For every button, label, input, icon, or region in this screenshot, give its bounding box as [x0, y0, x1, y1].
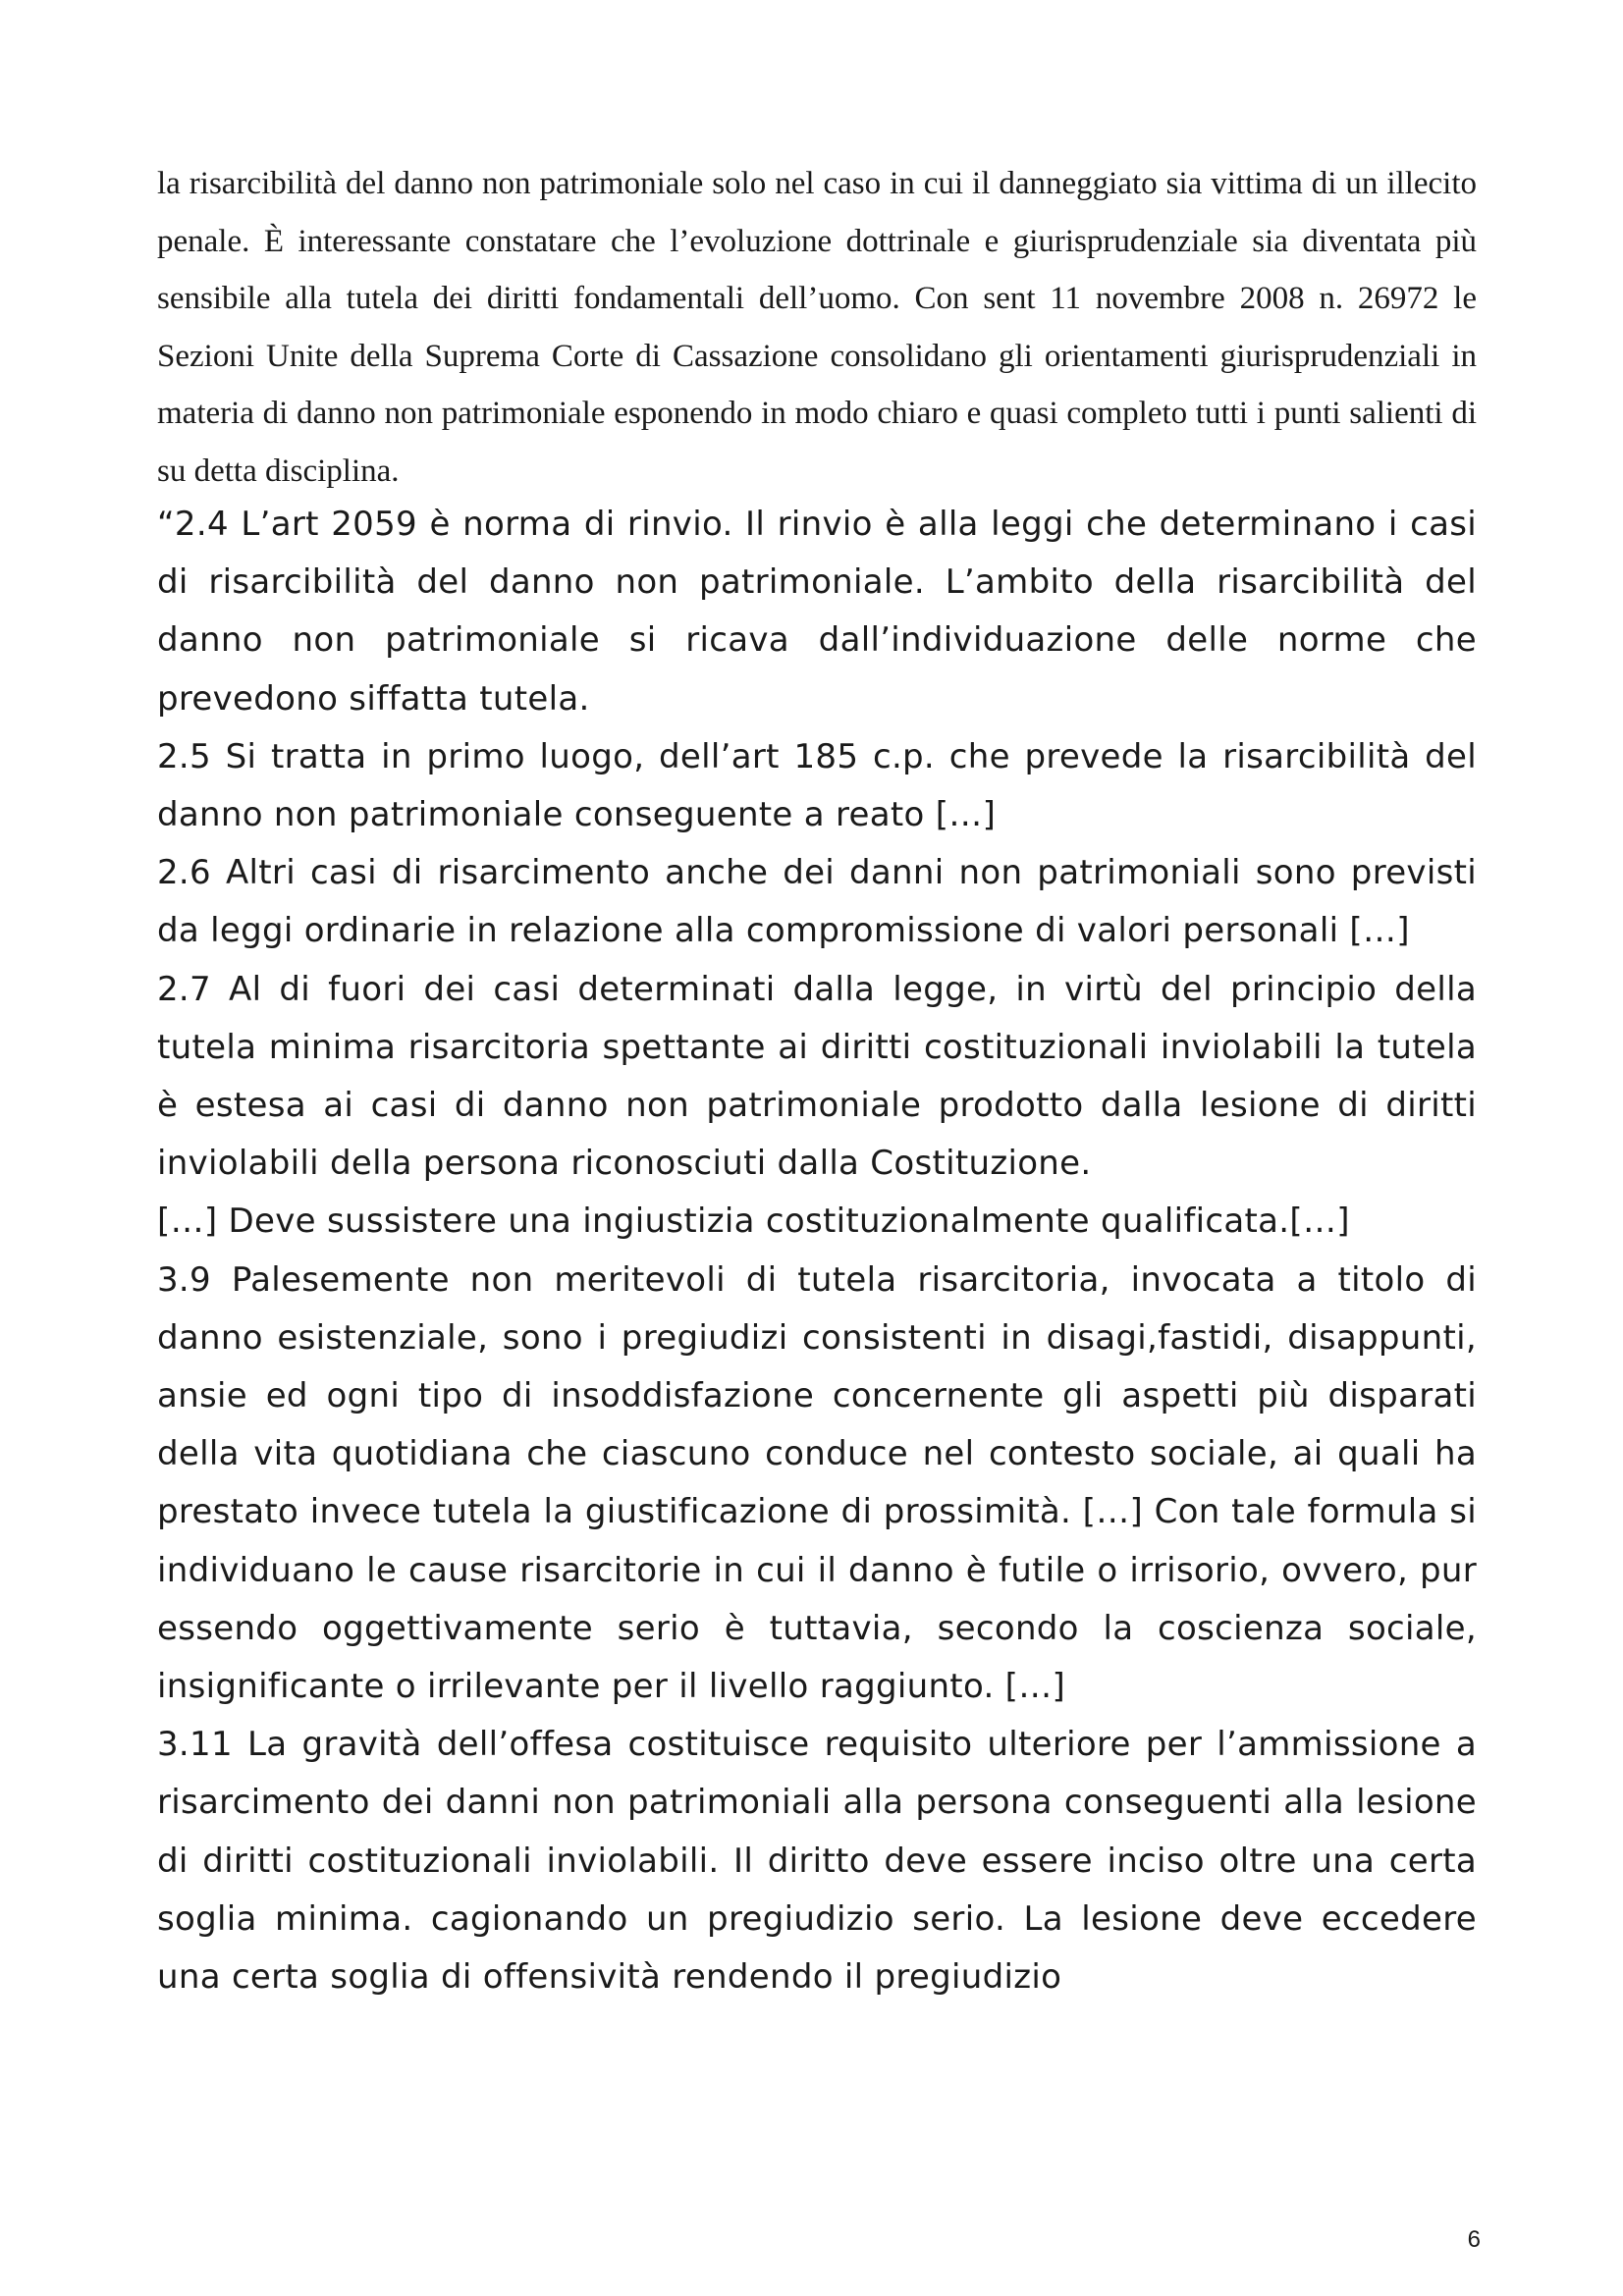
page-number: 6: [1467, 2226, 1481, 2253]
paragraph-3-9: 3.9 Palesemente non meritevoli di tutela risarcitoria, invocata a titolo di danno esistenziale, sono i pregiudizi consistenti in disagi,fastidi, disappunti, ansie ed ogni tipo di insoddisfazione concernente gli aspetti più disparati della vita quotidiana che ciascuno conduce nel contesto sociale, ai quali ha prestato invece tutela la giustificazione di prossimità. […] Con tale formula si individuano le cause risarcitorie in cui il danno è futile o irrisorio, ovvero, pur essendo oggettivamente serio è tuttavia, secondo la coscienza sociale, insignificante o irrilevante per il livello raggiunto. […]: [157, 1259, 1477, 1707]
paragraph-2-5: 2.5 Si tratta in primo luogo, dell’art 185 c.p. che prevede la risarcibilità del danno non patrimoniale conseguente a reato […]: [157, 736, 1477, 835]
paragraph-2-6: 2.6 Altri casi di risarcimento anche dei danni non patrimoniali sono previsti da leggi ordinarie in relazione alla compromissione di valori personali […]: [157, 853, 1477, 951]
quoted-judgment-excerpt: [157, 496, 1477, 2006]
paragraph-2-4: “2.4 L’art 2059 è norma di rinvio. Il rinvio è alla leggi che determinano i casi di risarcibilità del danno non patrimoniale. L’ambito della risarcibilità del danno non patrimoniale si ricava dall’individuazione delle norme che prevedono siffatta tutela.: [157, 505, 1477, 719]
paragraph-ingiustizia: […] Deve sussistere una ingiustizia costituzionalmente qualificata.[…]: [157, 1201, 1350, 1242]
intro-paragraph: la risarcibilità del danno non patrimoniale solo nel caso in cui il danneggiato sia vittima di un illecito penale. È interessante constatare che l’evoluzione dottrinale e giurisprudenziale sia diventata più sensibile alla tutela dei diritti fondamentali dell’uomo. Con sent 11 novembre 2008 n. 26972 le Sezioni Unite della Suprema Corte di Cassazione consolidano gli orientamenti giurisprudenziali in materia di danno non patrimoniale esponendo in modo chiaro e quasi completo tutti i punti salienti di su detta disciplina.: [157, 166, 1477, 489]
paragraph-3-11: 3.11 La gravità dell’offesa costituisce requisito ulteriore per l’ammissione a risarcimento dei danni non patrimoniali alla persona conseguenti alla lesione di diritti costituzionali inviolabili. Il diritto deve essere inciso oltre una certa soglia minima. cagionando un pregiudizio serio. La lesione deve eccedere una certa soglia di offensività rendendo il pregiudizio: [157, 1725, 1477, 1998]
paragraph-2-7: 2.7 Al di fuori dei casi determinati dalla legge, in virtù del principio della tutela minima risarcitoria spettante ai diritti costituzionali inviolabili la tutela è estesa ai casi di danno non patrimoniale prodotto dalla lesione di diritti inviolabili della persona riconosciuti dalla Costituzione.: [157, 969, 1477, 1184]
